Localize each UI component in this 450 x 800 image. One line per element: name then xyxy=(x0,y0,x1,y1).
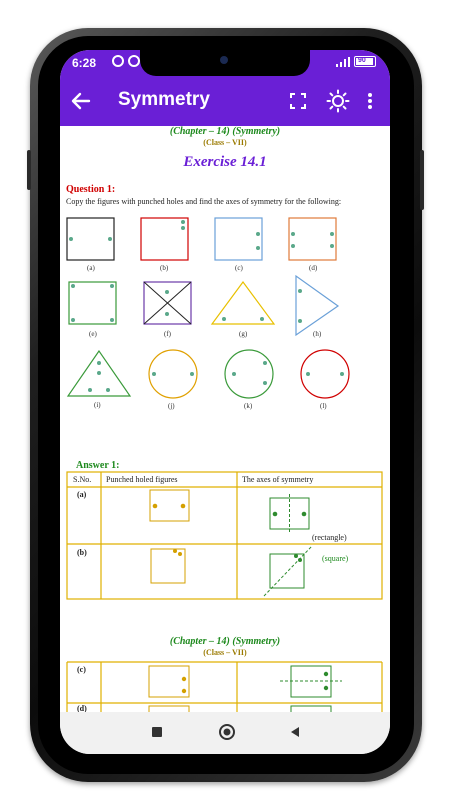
figure-label: (k) xyxy=(244,402,253,410)
fullscreen-icon[interactable] xyxy=(286,89,310,113)
row-id: (c) xyxy=(77,665,86,674)
figure-label: (a) xyxy=(87,264,95,272)
figure-label: (i) xyxy=(94,401,101,409)
battery-icon xyxy=(354,56,376,67)
brightness-icon[interactable] xyxy=(326,89,350,113)
document-viewer[interactable] xyxy=(60,126,390,712)
row-id: (a) xyxy=(77,490,87,499)
figure-label: (f) xyxy=(164,330,171,338)
power-button xyxy=(420,150,424,210)
screen xyxy=(60,50,390,754)
figure-label: (g) xyxy=(239,330,248,338)
question-text: Copy the figures with punched holes and find the axes of symmetry for the following: xyxy=(66,197,342,206)
exercise-title: Exercise 14.1 xyxy=(183,154,267,170)
notch xyxy=(140,50,310,76)
home-icon[interactable] xyxy=(218,723,236,746)
chapter-heading: (Chapter – 14) (Symmetry) xyxy=(169,636,281,647)
axis-note: (rectangle) xyxy=(312,533,347,542)
figure-label: (h) xyxy=(313,330,322,338)
chapter-heading: (Chapter – 14) (Symmetry) xyxy=(169,126,281,137)
table-header: The axes of symmetry xyxy=(242,475,314,484)
app-bar xyxy=(60,76,390,126)
back-icon[interactable] xyxy=(288,725,302,744)
table-header: Punched holed figures xyxy=(106,475,178,484)
figure-label: (e) xyxy=(89,330,97,338)
row-id: (d) xyxy=(77,704,87,712)
volume-button xyxy=(27,150,31,190)
figure-label: (c) xyxy=(235,264,243,272)
system-nav-bar xyxy=(60,712,390,754)
back-arrow-icon[interactable] xyxy=(68,88,94,114)
camera-icon xyxy=(220,56,228,64)
figure-label: (l) xyxy=(320,402,327,410)
battery-level: 90 xyxy=(358,57,366,64)
axis-note: (square) xyxy=(322,554,349,563)
notification-icon xyxy=(112,55,124,67)
recent-apps-icon[interactable] xyxy=(150,725,164,744)
row-id: (b) xyxy=(77,548,87,557)
page-title: Symmetry xyxy=(118,89,210,110)
question-label: Question 1: xyxy=(66,184,116,195)
answer-label: Answer 1: xyxy=(76,460,120,471)
answer-table-continued xyxy=(60,126,390,712)
figure-label: (d) xyxy=(309,264,318,272)
more-options-icon[interactable] xyxy=(366,89,374,113)
class-heading: (Class – VII) xyxy=(203,648,247,657)
status-time: 6:28 xyxy=(72,56,97,70)
table-header: S.No. xyxy=(73,475,92,484)
figure-label: (j) xyxy=(168,402,175,410)
signal-icon xyxy=(336,57,350,67)
sync-icon xyxy=(128,55,140,67)
class-heading: (Class – VII) xyxy=(203,138,247,147)
figure-label: (b) xyxy=(160,264,169,272)
status-bar xyxy=(60,50,390,76)
